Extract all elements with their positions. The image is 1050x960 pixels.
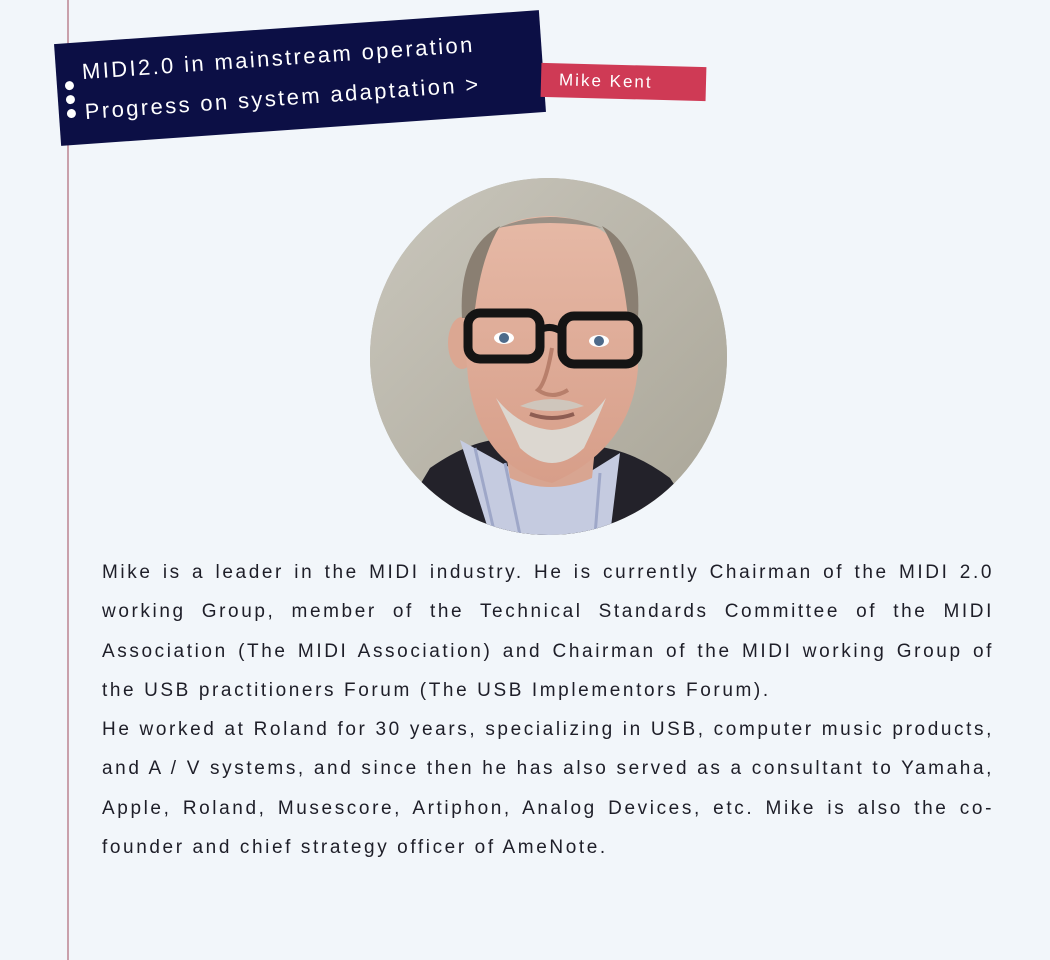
article-title-box[interactable] bbox=[54, 10, 546, 146]
bio-paragraph-2: He worked at Roland for 30 years, specializing in USB, computer music products, and A / V systems, and since then he has also served as a consultant to Yamaha, Apple, Roland, Musescore, Artiphon, Analog Devices, etc. Mike is also the co-founder and chief strategy officer of AmeNote. bbox=[102, 719, 994, 859]
bio-text bbox=[102, 553, 994, 867]
bullet-dots-icon bbox=[65, 81, 80, 122]
avatar bbox=[370, 178, 727, 535]
article-title-line-1: MIDI2.0 in mainstream operation bbox=[81, 31, 476, 85]
article-title-line-2: Progress on system adaptation > bbox=[83, 71, 482, 125]
person-portrait-icon bbox=[370, 178, 727, 535]
bio-paragraph-1: Mike is a leader in the MIDI industry. He is currently Chairman of the MIDI 2.0 working Group, member of the Technical Standards Committee of the MIDI Association (The MIDI Association) and Chairman of the MIDI working Group of the USB practitioners Forum (The USB Implementors Forum). bbox=[102, 562, 994, 701]
author-name-tag: Mike Kent bbox=[541, 63, 707, 101]
